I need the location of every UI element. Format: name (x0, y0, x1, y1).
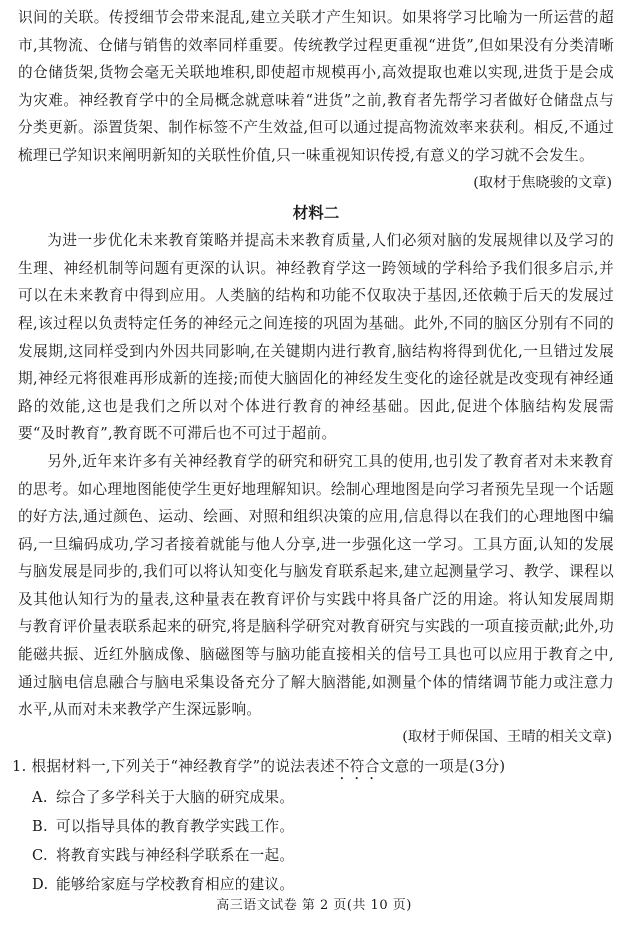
question-1-stem (12, 753, 614, 783)
question-stem-before: 1. 根据材料一,下列关于“神经教育学”的说法表述 (12, 758, 335, 776)
question-stem-after: 文意的一项是(3分) (379, 758, 506, 776)
option-letter: B. (32, 818, 48, 836)
option-letter: A. (32, 789, 48, 807)
material-two-paragraph-1: 为进一步优化未来教育策略并提高未来教育质量,人们必须对脑的发展规律以及学习的生理、神经机制等问题有更深的认识。神经教育学这一跨领域的学科给予我们很多启示,并可以在未来教育中得到应用。人类脑的结构和功能不仅取决于基因,还依赖于后天的发展过程,该过程以负责特定任务的神经元之间连接的巩固为基础。此外,不同的脑区分别有不同的发展期,这同样受到内外因共同影响,在关键期内进行教育,脑结构将得到优化,一旦错过发展期,神经元将很难再形成新的连接;而使大脑固化的神经发生变化的途径就是改变现有神经通路的效能,这也是我们之所以对个体进行教育的神经基础。因此,促进个体脑结构发展需要“及时教育”,教育既不可滞后也不可过于超前。 (18, 232, 614, 443)
option-text: 能够给家庭与学校教育相应的建议。 (56, 876, 295, 894)
question-stem-emphasis: 不符合 (334, 758, 380, 776)
option-b (18, 812, 614, 841)
option-c (18, 841, 614, 870)
material-two-source: (取材于师保国、王晴的相关文章) (402, 728, 612, 745)
option-a (18, 783, 614, 812)
exam-page (12, 4, 614, 899)
option-text: 可以指导具体的教育教学实践工作。 (56, 818, 295, 836)
material-two-paragraph-2: 另外,近年来许多有关神经教育学的研究和研究工具的使用,也引发了教育者对未来教育的思考。如心理地图能使学生更好地理解知识。绘制心理地图是向学习者预先呈现一个话题的好方法,通过颜色、运动、绘画、对照和组织决策的应用,信息得以在我们的心理地图中编码,一旦编码成功,学习者接着就能与他人分享,进一步强化这一学习。工具方面,认知的发展与脑发展是同步的,我们可以将认知变化与脑发育联系起来,建立起测量学习、教学、课程以及其他认知行为的量表,这种量表在教育评价与实践中将具备广泛的用途。将认知发展周期与教育评价量表联系起来的研究,将是脑科学研究对教育研究与实践的一项直接贡献;此外,功能磁共振、近红外脑成像、脑磁图等与脑功能直接相关的信号工具也可以应用于教育之中,通过脑电信息融合与脑电采集设备充分了解大脑潜能,如测量个体的情绪调节能力或注意力水平,从而对未来教学产生深远影响。 (18, 452, 614, 719)
option-text: 将教育实践与神经科学联系在一起。 (56, 847, 295, 865)
material-one-paragraph-tail: 识间的关联。传授细节会带来混乱,建立关联才产生知识。如果将学习比喻为一所运营的超市,其物流、仓储与销售的效率同样重要。传统教学过程更重视“进货”,但如果没有分类清晰的仓储货架,货物会毫无关联地堆积,即使超市规模再小,高效提取也难以实现,进货于是会成为灾难。神经教育学中的全局概念就意味着“进货”之前,教育者先帮学习者做好仓储盘点与分类更新。添置货架、制作标签不产生效益,但可以通过提高物流效率来获利。相反,不通过梳理已学知识来阐明新知的关联性价值,只一味重视知识传授,有意义的学习就不会发生。 (18, 9, 614, 164)
material-two-heading: 材料二 (292, 204, 340, 223)
option-letter: C. (32, 847, 48, 865)
page-footer: 高三语文试卷 第 2 页(共 10 页) (216, 898, 412, 913)
option-letter: D. (32, 876, 49, 894)
option-text: 综合了多学科关于大脑的研究成果。 (56, 789, 295, 807)
material-one-source: (取材于焦晓骏的文章) (473, 174, 612, 191)
